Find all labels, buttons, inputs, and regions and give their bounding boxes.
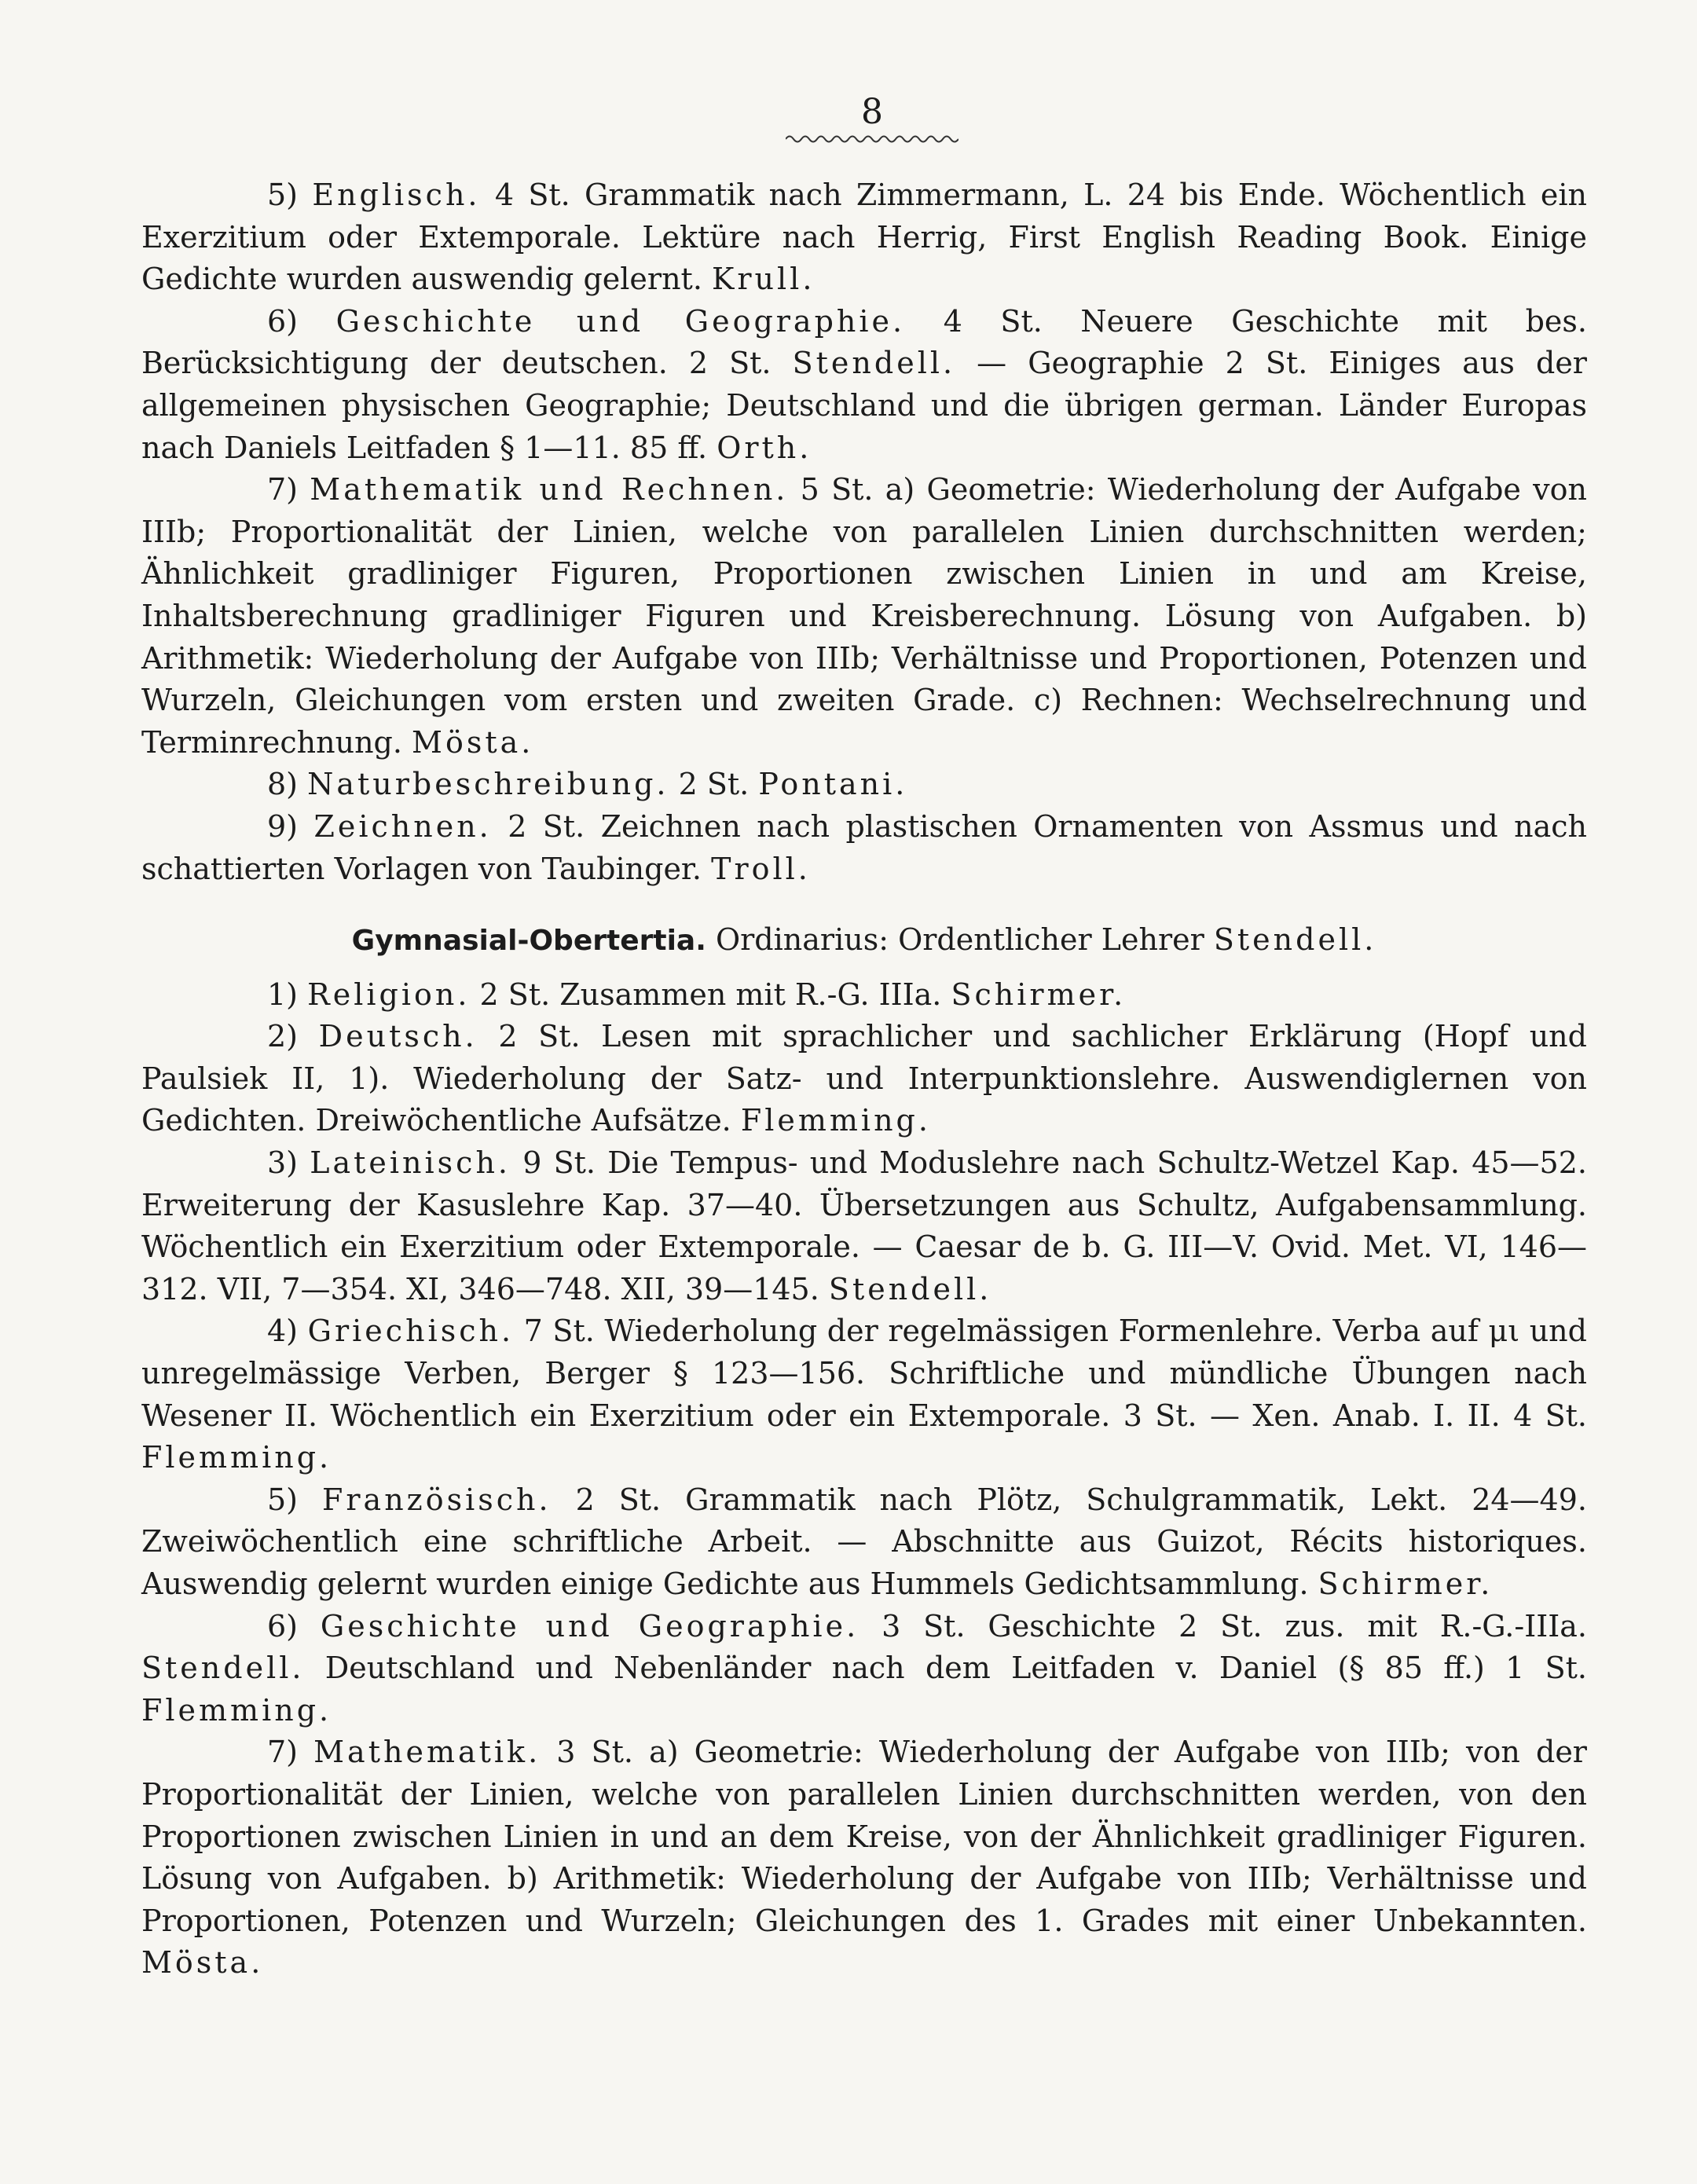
subject-title: Mathematik und Rechnen. [310, 472, 789, 508]
teacher-name: Orth. [717, 430, 812, 465]
section-naturbeschreibung: 8) Naturbeschreibung. 2 St. Pontani. [267, 767, 908, 802]
class-title: Gymnasial-Obertertia. [351, 925, 706, 958]
teacher-name: Stendell. [792, 346, 956, 381]
teacher-name: Schirmer. [1318, 1567, 1494, 1601]
ornament-divider [786, 134, 958, 145]
teacher-name: Mösta. [412, 724, 534, 760]
section-mathematik-ot: 7) Mathematik. 3 St. a) Geometrie: Wiederholung der Aufgabe von IIIb; von der Proportionalität der Linien, welche von parallelen Linien durchschnitten werden, von den Proportionen zwischen Linien in und an dem Kreise, von der Ähnlichkeit gradliniger Figuren. Lösung von Aufgaben. b) Arithmetik: Wiederholung der Aufgabe von IIIb; Verhältnisse und Proportionen, Potenzen und Wurzeln; Gleichungen des 1. Grades mit einer Unbekannten. Mösta. [141, 1735, 1587, 1981]
ordinarius-name: Stendell. [1213, 922, 1377, 958]
section-englisch: 5) Englisch. 4 St. Grammatik nach Zimmermann, L. 24 bis Ende. Wöchentlich ein Exerzitium oder Extemporale. Lektüre nach Herrig, First English Reading Book. Einige Gedichte wurden auswendig gelernt. Krull. [141, 178, 1587, 297]
section-mathematik: 7) Mathematik und Rechnen. 5 St. a) Geometrie: Wiederholung der Aufgabe von IIIb; Proportionalität der Linien, welche von parallelen Linien durchschnitten werden; Ähnlichkeit gradliniger Figuren, Proportionen zwischen Linien in und am Kreise, Inhaltsberechnung gradliniger Figuren und Kreisberechnung. Lösung von Aufgaben. b) Arithmetik: Wiederholung der Aufgabe von IIIb; Verhältnisse und Proportionen, Potenzen und Wurzeln, Gleichungen vom ersten und zweiten Grade. c) Rechnen: Wechselrechnung und Terminrechnung. Mösta. [141, 472, 1587, 760]
teacher-name: Stendell. [141, 1651, 305, 1686]
subject-title: Deutsch. [318, 1019, 478, 1054]
subject-title: Lateinisch. [310, 1145, 511, 1181]
subject-title: Französisch. [322, 1482, 552, 1517]
teacher-name: Flemming. [740, 1103, 931, 1138]
subject-title: Griechisch. [307, 1314, 515, 1349]
teacher-name: Stendell. [828, 1271, 992, 1306]
body-text [141, 174, 1587, 1984]
section-griechisch: 4) Griechisch. 7 St. Wiederholung der regelmässigen Formenlehre. Verba auf μι und unregelmässige Verben, Berger § 123—156. Schriftliche und mündliche Übungen nach Wesener II. Wöchentlich ein Exerzitium oder ein Extemporale. 3 St. — Xen. Anab. I. II. 4 St. Flemming. [141, 1314, 1587, 1475]
teacher-name: Troll. [711, 851, 811, 886]
teacher-name: Schirmer. [951, 977, 1127, 1012]
ordinarius-label: Ordinarius: Ordentlicher Lehrer [715, 922, 1204, 958]
class-heading [141, 919, 1587, 962]
section-geschichte: 6) Geschichte und Geographie. 4 St. Neuere Geschichte mit bes. Berücksichtigung der deutschen. 2 St. Stendell. — Geographie 2 St. Einiges aus der allgemeinen physischen Geographie; Deutschland und die übrigen german. Länder Europas nach Daniels Leitfaden § 1—11. 85 ff. Orth. [141, 303, 1587, 465]
teacher-name: Pontani. [758, 767, 908, 802]
teacher-name: Flemming. [141, 1440, 332, 1475]
section-geschichte-ot: 6) Geschichte und Geographie. 3 St. Geschichte 2 St. zus. mit R.-G.-IIIa. Stendell. Deutschland und Nebenländer nach dem Leitfaden v. Daniel (§ 85 ff.) 1 St. Flemming. [141, 1608, 1587, 1728]
section-religion: 1) Religion. 2 St. Zusammen mit R.-G. IIIa. Schirmer. [267, 977, 1127, 1012]
section-latein: 3) Lateinisch. 9 St. Die Tempus- und Moduslehre nach Schultz-Wetzel Kap. 45—52. Erweiterung der Kasuslehre Kap. 37—40. Übersetzungen aus Schultz, Aufgabensammlung. Wöchentlich ein Exerzitium oder Extemporale. — Caesar de b. G. III—V. Ovid. Met. VI, 146—312. VII, 7—354. XI, 346—748. XII, 39—145. Stendell. [141, 1145, 1587, 1306]
subject-title: Religion. [307, 977, 471, 1012]
teacher-name: Krull. [712, 262, 816, 297]
subject-title: Zeichnen. [313, 808, 492, 844]
section-deutsch: 2) Deutsch. 2 St. Lesen mit sprachlicher und sachlicher Erklärung (Hopf und Paulsiek II, 1). Wiederholung der Satz- und Interpunktionslehre. Auswendiglernen von Gedichten. Dreiwöchentliche Aufsätze. Flemming. [141, 1019, 1587, 1138]
subject-title: Englisch. [312, 178, 481, 212]
teacher-name: Flemming. [141, 1692, 332, 1728]
subject-title: Geschichte und Geographie. [335, 303, 906, 339]
teacher-name: Mösta. [141, 1945, 264, 1981]
subject-title: Geschichte und Geographie. [320, 1608, 859, 1643]
section-zeichnen: 9) Zeichnen. 2 St. Zeichnen nach plastischen Ornamenten von Assmus und nach schattierten Vorlagen von Taubinger. Troll. [141, 808, 1587, 886]
page-number: 8 [861, 92, 883, 132]
subject-title: Mathematik. [313, 1735, 541, 1770]
section-franzoesisch: 5) Französisch. 2 St. Grammatik nach Plötz, Schulgrammatik, Lekt. 24—49. Zweiwöchentlich eine schriftliche Arbeit. — Abschnitte aus Guizot, Récits historiques. Auswendig gelernt wurden einige Gedichte aus Hummels Gedichtsammlung. Schirmer. [141, 1482, 1587, 1601]
subject-title: Naturbeschreibung. [307, 767, 669, 802]
